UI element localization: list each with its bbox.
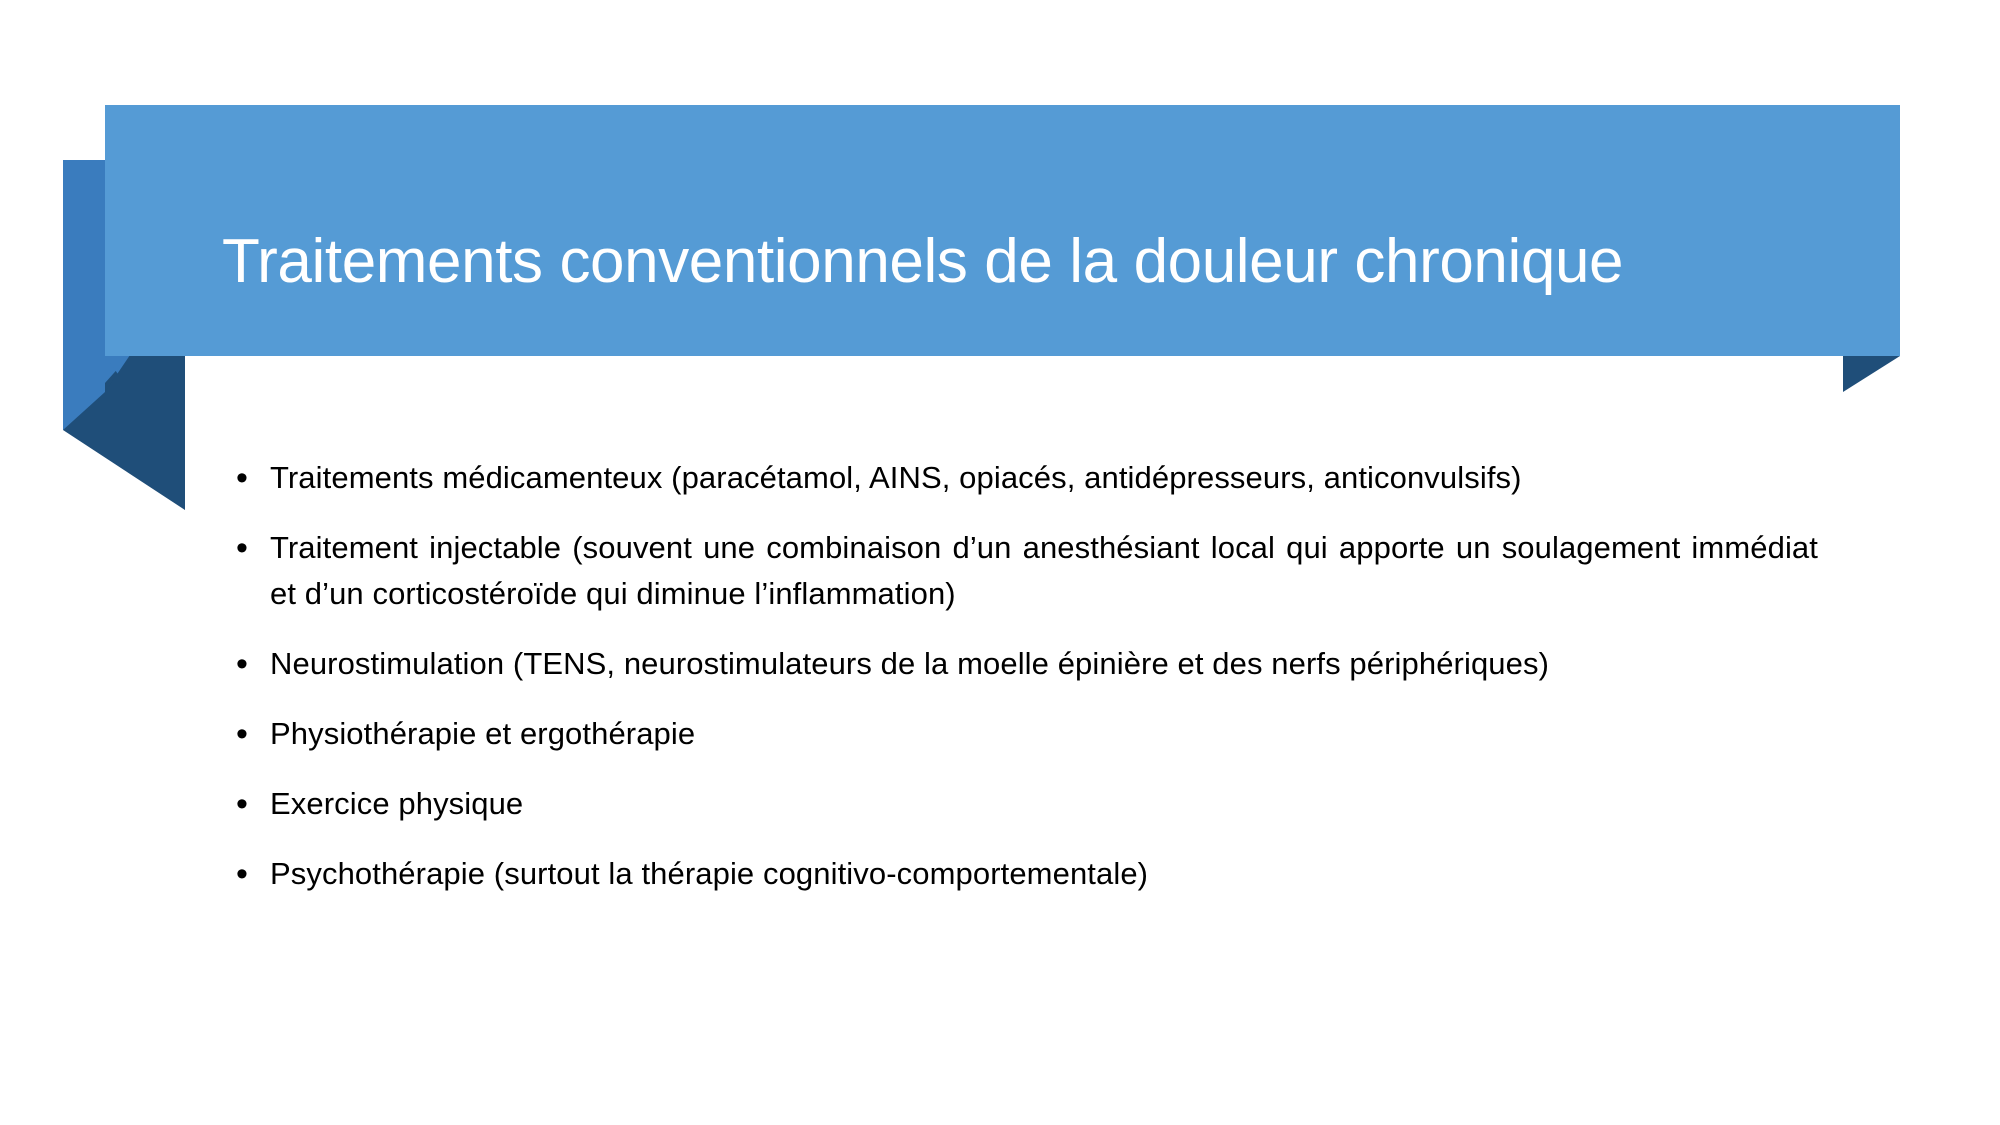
bullet-point-icon: • bbox=[236, 855, 248, 893]
list-item-text: Psychothérapie (surtout la thérapie cognitivo-comportementale) bbox=[270, 856, 1149, 891]
list-item-text: Traitement injectable (souvent une combinaison d’un anesthésiant local qui apporte un soulagement immédiat et d’un corticostéroïde qui diminue l’inflammation) bbox=[270, 530, 1818, 611]
bullet-point-icon: • bbox=[236, 785, 248, 823]
page-title: Traitements conventionnels de la douleur chronique bbox=[222, 227, 1624, 297]
bullet-list bbox=[228, 455, 1818, 897]
list-item bbox=[228, 455, 1818, 501]
list-item bbox=[228, 711, 1818, 757]
bullet-point-icon: • bbox=[236, 715, 248, 753]
list-item-text: Neurostimulation (TENS, neurostimulateurs de la moelle épinière et des nerfs périphériques) bbox=[270, 646, 1549, 681]
ribbon-right-dark-fold bbox=[1843, 356, 1900, 392]
bullet-point-icon: • bbox=[236, 459, 248, 497]
bullet-point-icon: • bbox=[236, 645, 248, 683]
list-item bbox=[228, 525, 1818, 617]
list-item bbox=[228, 641, 1818, 687]
list-item bbox=[228, 851, 1818, 897]
list-item-text: Physiothérapie et ergothérapie bbox=[270, 716, 696, 751]
list-item-text: Traitements médicamenteux (paracétamol, AINS, opiacés, antidépresseurs, anticonvulsifs) bbox=[270, 460, 1522, 495]
list-item bbox=[228, 781, 1818, 827]
bullet-point-icon: • bbox=[236, 529, 248, 567]
list-item-text: Exercice physique bbox=[270, 786, 524, 821]
